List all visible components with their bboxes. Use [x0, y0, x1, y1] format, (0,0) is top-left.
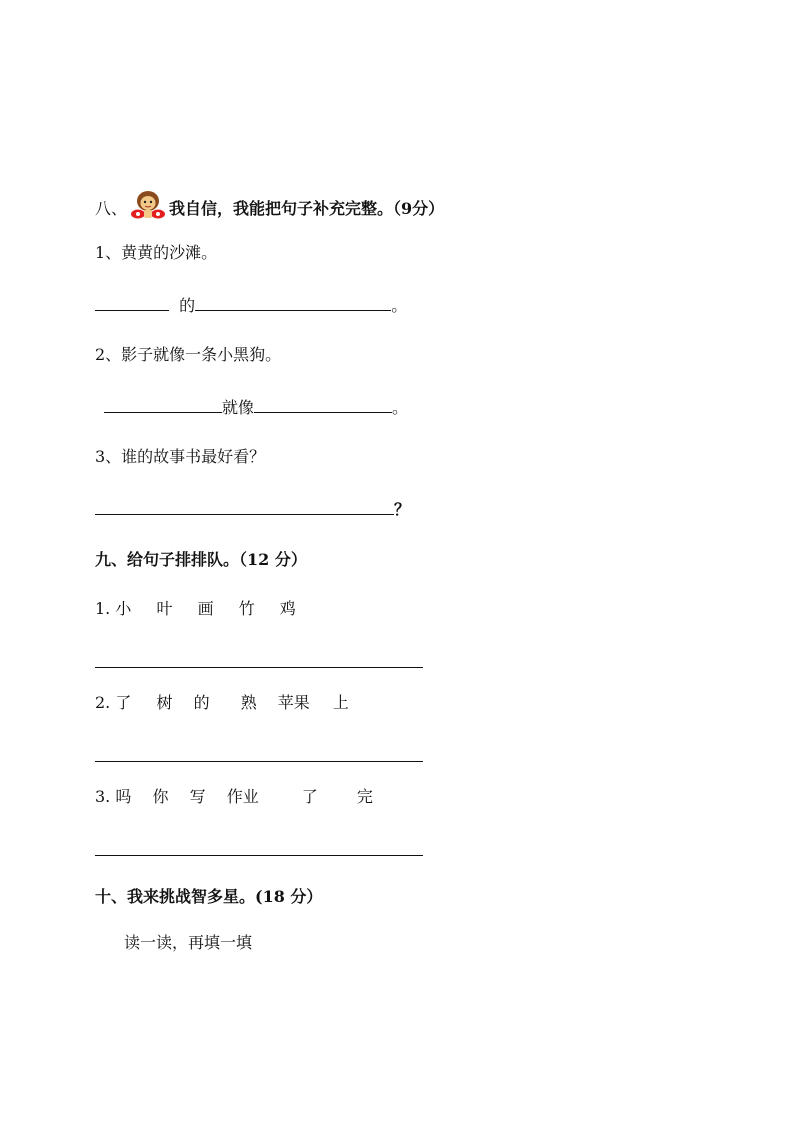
answer-blank[interactable] [195, 294, 391, 311]
section-10-title: 十、我来挑战智多星。(18 分） [95, 887, 323, 906]
word-tile: 写 [189, 787, 206, 806]
word-tile: 上 [332, 693, 349, 712]
answer-blank[interactable] [95, 498, 394, 515]
word-tile: 树 [156, 693, 173, 712]
section-8-number: 八、 [95, 199, 128, 218]
question-2-answer-row [104, 396, 408, 419]
end-punctuation: 。 [392, 398, 409, 417]
reorder-item-3 [95, 786, 373, 808]
reorder-item-1 [95, 598, 296, 620]
word-tile: 你 [152, 787, 169, 806]
answer-line[interactable] [95, 855, 423, 856]
question-3-prompt: 3、谁的故事书最好看？ [95, 447, 266, 466]
word-tile: 作业 [226, 787, 259, 806]
section-8-title: 我自信，我能把句子补充完整。（9分） [169, 199, 445, 218]
word-tile: 苹果 [277, 693, 310, 712]
cartoon-girl-icon [129, 190, 167, 222]
item-number: 3. [95, 787, 111, 806]
question-1-prompt: 1、黄黄的沙滩。 [95, 243, 218, 262]
reorder-item-2 [95, 692, 349, 714]
item-number: 2. [95, 693, 111, 712]
section-8-heading [95, 190, 444, 222]
word-tile: 的 [193, 693, 210, 712]
answer-blank[interactable] [254, 396, 392, 413]
connector-text: 就像 [222, 398, 255, 417]
answer-blank[interactable] [95, 294, 169, 311]
answer-line[interactable] [95, 667, 423, 668]
word-tile: 完 [356, 787, 373, 806]
word-tile: 叶 [156, 599, 173, 618]
question-1-answer-row [95, 294, 407, 317]
section-10-instruction: 读一读，再填一填 [124, 933, 253, 952]
answer-line[interactable] [95, 761, 423, 762]
word-tile: 熟 [240, 693, 257, 712]
end-punctuation: 。 [391, 296, 408, 315]
word-tile: 竹 [238, 599, 255, 618]
word-tile: 吗 [115, 787, 132, 806]
question-3-answer-row [95, 498, 410, 521]
word-tile: 了 [301, 787, 318, 806]
question-2-prompt: 2、影子就像一条小黑狗。 [95, 345, 282, 364]
section-9-title: 九、给句子排排队。（12 分） [95, 550, 307, 569]
end-punctuation: ？ [394, 500, 411, 519]
word-tile: 鸡 [279, 599, 296, 618]
word-tile: 画 [197, 599, 214, 618]
item-number: 1. [95, 599, 111, 618]
answer-blank[interactable] [104, 396, 222, 413]
word-tile: 小 [115, 599, 132, 618]
word-tile: 了 [115, 693, 132, 712]
connector-text: 的 [179, 296, 196, 315]
